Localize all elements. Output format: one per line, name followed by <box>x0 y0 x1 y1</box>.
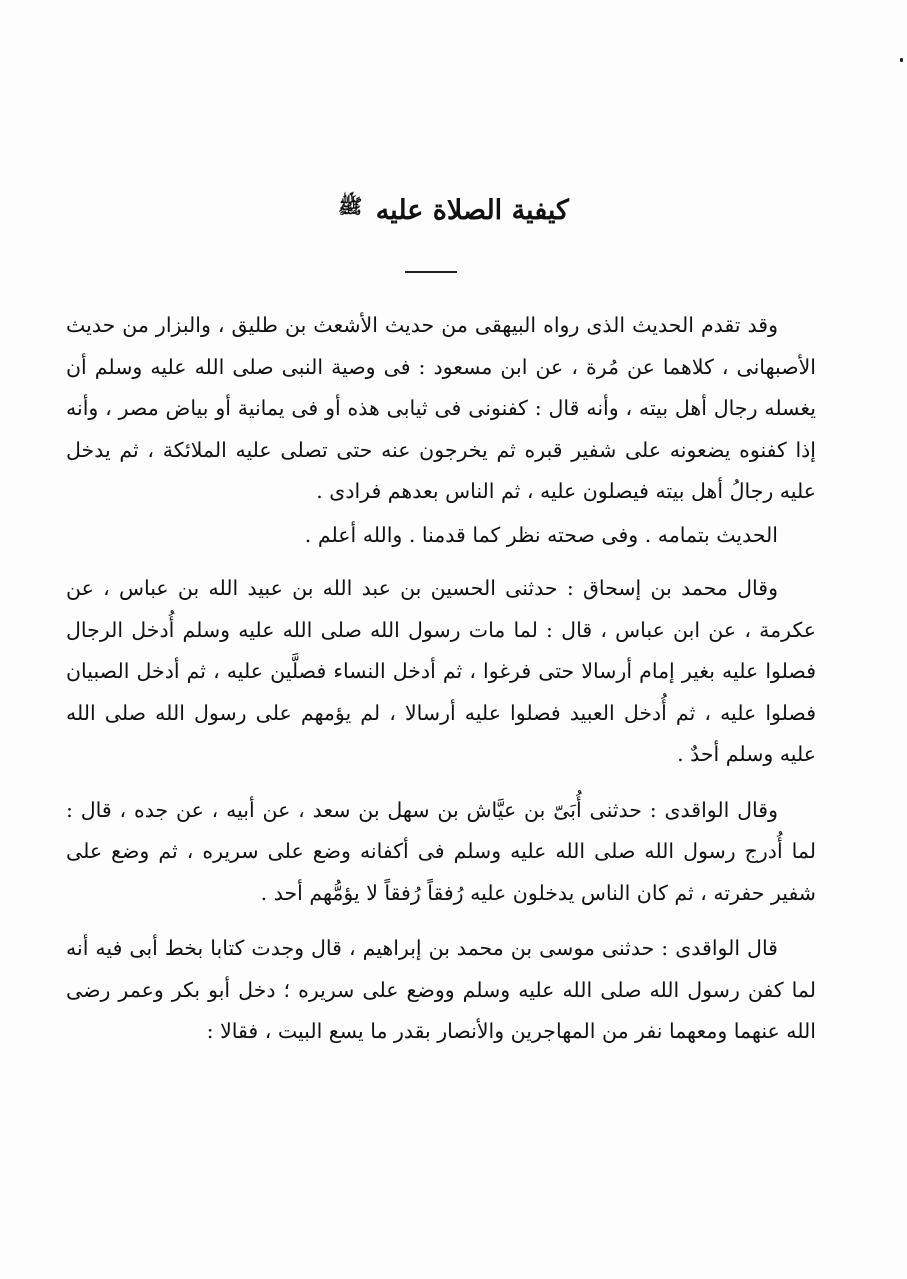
honorific-symbol: ﷺ <box>338 194 363 218</box>
paragraph-5: قال الواقدى : حدثنى موسى بن محمد بن إبراهيم ، قال وجدت كتابا بخط أبى فيه أنه لما كفن رسول الله صلى الله عليه وسلم ووضع على سريره ؛ دخل أبو بكر وعمر رضى الله عنهما ومعهما نفر من المهاجرين والأنصار بقدر ما يسع البيت ، فقالا : <box>66 936 816 1043</box>
chapter-title: كيفية الصلاة عليه <box>375 195 569 226</box>
paragraph-3: وقال محمد بن إسحاق : حدثنى الحسين بن عبد الله بن عبيد الله بن عباس ، عن عكرمة ، عن ابن عباس ، قال : لما مات رسول الله صلى الله عليه وسلم أُدخل الرجال فصلوا عليه بغير إمام أرسالا حتى فرغوا ، ثم أدخل النساء فصلَّين عليه ، ثم أدخل الصبيان فصلوا عليه ، ثم أُدخل العبيد فصلوا عليه أرسالا ، لم يؤمهم على رسول الله صلى الله عليه وسلم أحدٌ . <box>66 576 816 766</box>
paragraph-1: وقد تقدم الحديث الذى رواه البيهقى من حديث الأشعث بن طليق ، والبزار من حديث الأصبهانى ، كلاهما عن مُرة ، عن ابن مسعود : فى وصية النبى صلى الله عليه وسلم أن يغسله رجال أهل بيته ، وأنه قال : كفنونى فى ثيابى هذه أو فى يمانية أو بياض مصر ، وأنه إذا كفنوه يضعونه على شفير قبره ثم يخرجون عنه حتى تصلى عليه الملائكة ، ثم يدخل عليه رجالُ أهل بيته فيصلون عليه ، ثم الناس بعدهم فرادى . <box>66 313 816 503</box>
paragraph-2: الحديث بتمامه . وفى صحته نظر كما قدمنا . والله أعلم . <box>304 522 778 547</box>
paragraph-4: وقال الواقدى : حدثنى أُبَىّ بن عيَّاش بن سهل بن سعد ، عن أبيه ، عن جده ، قال : لما أُدرج رسول الله صلى الله عليه وسلم فى أكفانه وضع على سريره ، ثم وضع على شفير حفرته ، ثم كان الناس يدخلون عليه رُفقاً رُفقاً لا يؤمُّهم أحد . <box>66 797 816 905</box>
main-text <box>66 305 816 1053</box>
heading-divider <box>405 271 457 273</box>
chapter-heading <box>0 186 907 231</box>
scan-edge-mark <box>900 58 903 62</box>
